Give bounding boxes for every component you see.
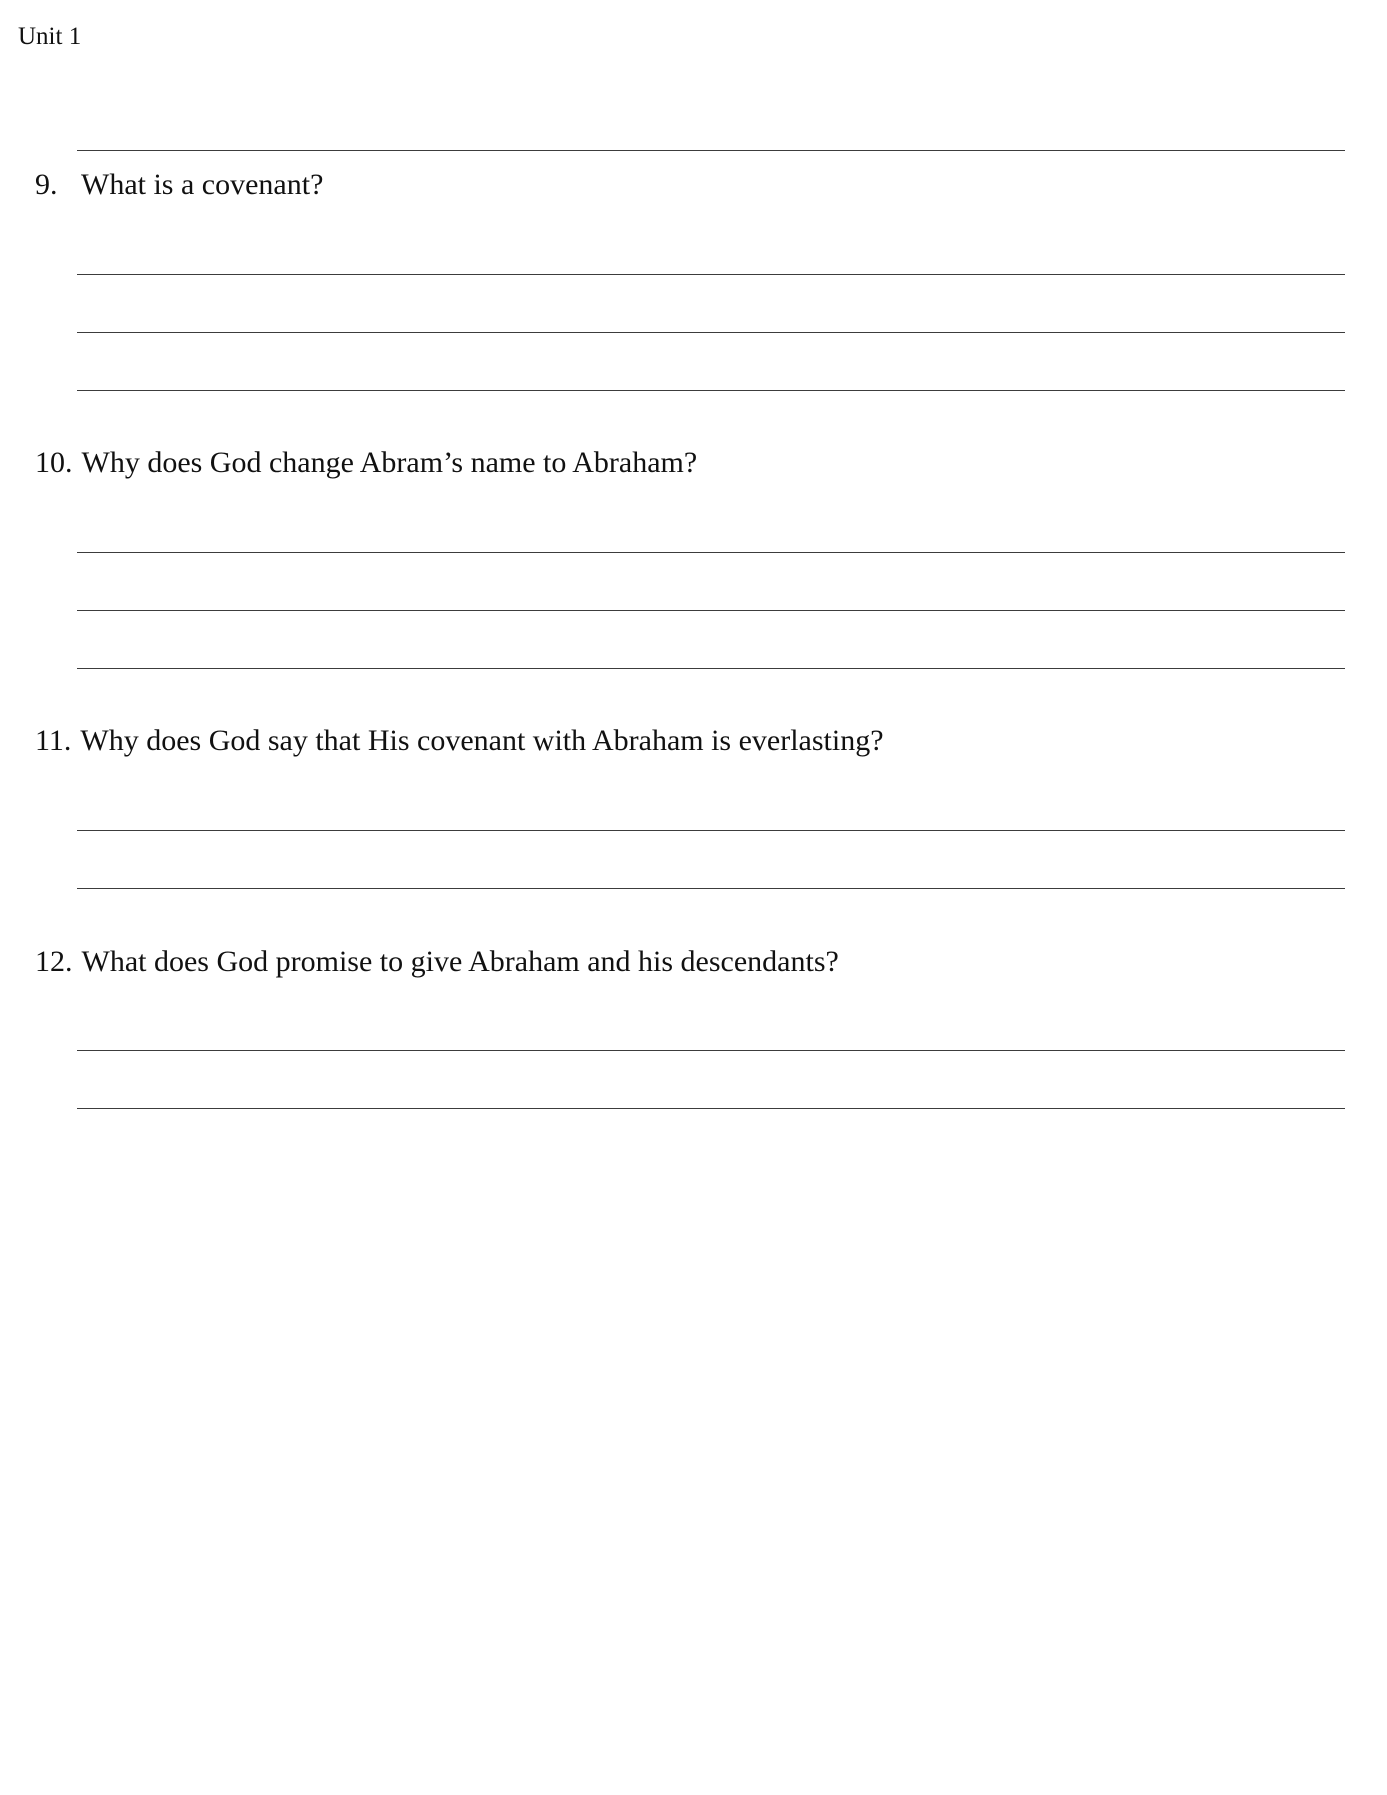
answer-line[interactable] <box>77 274 1345 275</box>
question-number: 12. <box>35 945 73 978</box>
question-number: 10. <box>35 446 73 479</box>
question-11 <box>35 723 884 759</box>
answer-line[interactable] <box>77 888 1345 889</box>
question-number: 11. <box>35 724 72 757</box>
question-12 <box>35 944 839 980</box>
answer-line[interactable] <box>77 1108 1345 1109</box>
question-10 <box>35 445 697 481</box>
question-number: 9. <box>35 168 58 201</box>
question-text: Why does God change Abram’s name to Abraham? <box>81 446 698 479</box>
question-text: What does God promise to give Abraham and his descendants? <box>81 945 839 978</box>
answer-line <box>77 150 1345 151</box>
answer-line[interactable] <box>77 390 1345 391</box>
question-text: What is a covenant? <box>81 168 324 201</box>
answer-line[interactable] <box>77 1050 1345 1051</box>
answer-line[interactable] <box>77 830 1345 831</box>
answer-line[interactable] <box>77 552 1345 553</box>
question-9 <box>35 167 323 203</box>
answer-line[interactable] <box>77 668 1345 669</box>
answer-line[interactable] <box>77 610 1345 611</box>
answer-line[interactable] <box>77 332 1345 333</box>
question-text: Why does God say that His covenant with Abraham is everlasting? <box>80 724 884 757</box>
unit-label: Unit 1 <box>18 23 82 50</box>
